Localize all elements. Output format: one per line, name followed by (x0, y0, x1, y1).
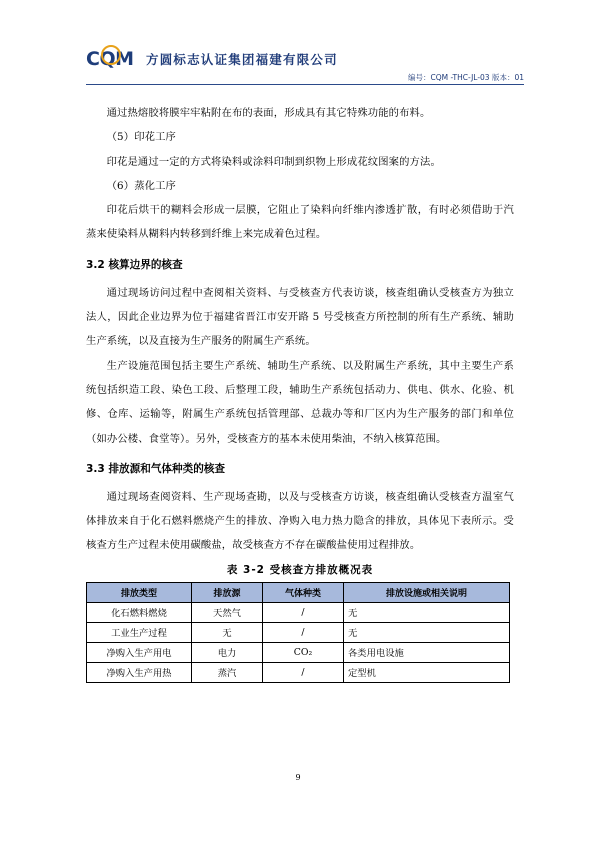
paragraph: 印花后烘干的糊料会形成一层膜，它阻止了染料向纤维内渗透扩散，有时必须借助于汽蒸来使染料从糊料内转移到纤维上来完成着色过程。 (86, 204, 514, 241)
table-header-row (87, 582, 510, 602)
paragraph: 通过现场查阅资料、生产现场查勘，以及与受核查方访谈，核查组确认受核查方温室气体排放来自于化石燃料燃烧产生的排放、净购入电力热力隐含的排放，具体见下表所示。受核查方生产过程未使用碳酸盐，故受核查方不存在碳酸盐使用过程排放。 (86, 490, 514, 552)
table-row (87, 642, 510, 662)
company-name: 方圆标志认证集团福建有限公司 (146, 52, 338, 67)
table-row (87, 662, 510, 682)
table-cell: 净购入生产用电 (87, 642, 192, 662)
column-header: 排放设施或相关说明 (344, 582, 510, 602)
table-cell: 蒸汽 (192, 662, 263, 682)
table-cell: 天然气 (192, 602, 263, 622)
paragraph: 生产设施范围包括主要生产系统、辅助生产系统、以及附属生产系统，其中主要生产系统包括织造工段、染色工段、后整理工段，辅助生产系统包括动力、供电、供水、化验、机修、仓库、运输等，附属生产系统包括管理部、总裁办等和厂区内为生产服务的部门和单位（如办公楼、食堂等）。另外，受核查方的基本未使用柴油，不纳入核算范围。 (86, 359, 514, 445)
column-header: 排放源 (192, 582, 263, 602)
company-logo: CQM (86, 48, 134, 70)
table-cell: 净购入生产用热 (87, 662, 192, 682)
subsection-heading: （6）蒸化工序 (106, 179, 176, 192)
emission-table (86, 582, 510, 683)
table-cell: 化石燃料燃烧 (87, 602, 192, 622)
table-cell: 无 (192, 622, 263, 642)
table-cell: 各类用电设施 (344, 642, 510, 662)
subsection-heading: （5）印花工序 (106, 131, 176, 144)
table-cell: 工业生产过程 (87, 622, 192, 642)
table-cell: / (263, 622, 344, 642)
document-number: 编号：CQM -THC-JL-03 版本：01 (407, 73, 524, 82)
paragraph: 印花是通过一定的方式将染料或涂料印制到织物上形成花纹图案的方法。 (106, 155, 441, 168)
page-header (86, 38, 524, 90)
table-cell: 定型机 (344, 662, 510, 682)
table-cell: / (263, 602, 344, 622)
column-header: 气体种类 (263, 582, 344, 602)
document-body (86, 101, 514, 683)
section-heading-3-3: 3.3 排放源和气体种类的核查 (86, 462, 225, 475)
paragraph: 通过热熔胶将膜牢牢粘附在布的表面，形成具有其它特殊功能的布料。 (106, 107, 431, 119)
page-number: 9 (295, 773, 301, 782)
table-cell: 无 (344, 622, 510, 642)
table-cell: 电力 (192, 642, 263, 662)
table-caption: 表 3-2 受核查方排放概况表 (226, 563, 374, 576)
table-cell: / (263, 662, 344, 682)
table-cell: 无 (344, 602, 510, 622)
table-row (87, 602, 510, 622)
paragraph: 通过现场访问过程中查阅相关资料、与受核查方代表访谈，核查组确认受核查方为独立法人，因此企业边界为位于福建省晋江市安开路 5 号受核查方所控制的所有生产系统、辅助生产系统，以及直接为生产服务的附属生产系统。 (86, 286, 514, 348)
header-divider (86, 84, 524, 85)
section-heading-3-2: 3.2 核算边界的核查 (86, 258, 183, 271)
table-cell: CO₂ (263, 642, 344, 662)
table-row (87, 622, 510, 642)
column-header: 排放类型 (87, 582, 192, 602)
